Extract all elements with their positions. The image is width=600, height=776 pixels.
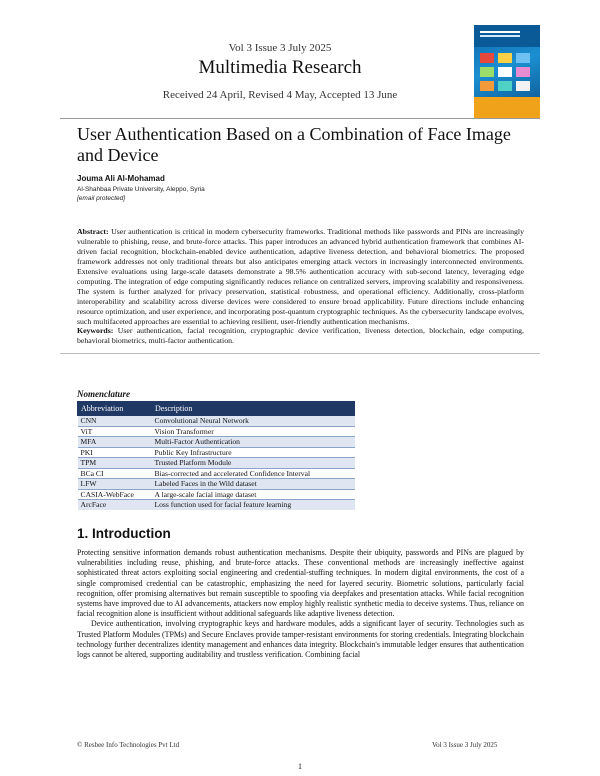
keywords-label: Keywords: xyxy=(77,326,114,335)
abbr-cell: TPM xyxy=(78,458,152,469)
column-header-description: Description xyxy=(152,402,355,416)
paragraph: Device authentication, involving cryptographic keys and hardware modules, adds a significant layer of security. Technologies such as Trusted Platform Modules (TPMs) and Secure Enclaves provide tamper-resistant environments for storing credentials. Integrating blockchain technology further decentralizes identity management and enhances data integrity. Blockchain's immutable ledger ensures that authentication logs cannot be altered, supporting auditability and trustless verification. Combining facial xyxy=(77,619,524,660)
journal-name: Multimedia Research xyxy=(198,57,362,78)
footer-issue: Vol 3 Issue 3 July 2025 xyxy=(432,741,498,749)
author-name: Jouma Ali Al-Mohamad xyxy=(77,174,165,183)
header-divider xyxy=(60,118,540,119)
affiliation-text: Al-Shahbaa Private University, Aleppo, Syria xyxy=(77,186,205,193)
table-row xyxy=(78,416,355,427)
table-row xyxy=(78,458,355,469)
author-email[interactable]: [email protected] xyxy=(77,195,126,202)
table-row xyxy=(78,500,355,510)
abbr-cell: ArcFace xyxy=(78,500,152,510)
journal-cover-image xyxy=(474,25,540,118)
desc-cell: Trusted Platform Module xyxy=(152,458,355,469)
footer-copyright: © Resbee Info Technologies Pvt Ltd xyxy=(77,741,180,749)
table-row xyxy=(78,437,355,448)
table-row xyxy=(78,447,355,458)
table-row xyxy=(78,489,355,500)
abbr-cell: LFW xyxy=(78,479,152,490)
abbr-cell: CNN xyxy=(78,416,152,427)
desc-cell: Loss function used for facial feature learning xyxy=(152,500,355,510)
abbr-cell: PKI xyxy=(78,447,152,458)
paragraph: Protecting sensitive information demands robust authentication mechanisms. Despite their ubiquity, passwords and PINs are plagued by vulnerabilities including reuse, phishing, and brute-force attacks. These conventional methods are increasingly ineffective against sophisticated threat actors exploiting social engineering and credential-stuffing techniques. In modern digital environments, the cost of a single compromised credential can be catastrophic, emphasizing the need for layered security. Biometric solutions, particularly facial recognition, offer promising alternatives but remain susceptible to spoofing via deepfakes and presentation attacks. While facial recognition systems have improved due to AI advancements, attackers now employ highly realistic synthetic media to deceive systems. Thus, reliance on facial recognition alone is insufficient without additional safeguards like adaptive liveness detection. xyxy=(77,548,524,619)
section-heading-introduction: 1. Introduction xyxy=(77,526,171,541)
journal-dates: Received 24 April, Revised 4 May, Accepted 13 June xyxy=(162,89,398,101)
abstract xyxy=(77,227,524,327)
table-row xyxy=(78,426,355,437)
abstract-text: User authentication is critical in modern cybersecurity frameworks. Traditional methods like passwords and PINs are increasingly vulnerable to phishing, reuse, and brute-force attacks. This paper introduces an advanced hybrid authentication framework that combines AI-driven facial recognition, blockchain-enabled device authentication, adaptive liveness detection, and behavioral biometrics. The proposed framework addresses not only traditional threats but also anticipates emerging attack vectors in increasingly interconnected environments. Extensive evaluations using large-scale datasets demonstrate a 98.5% authentication accuracy with sub-second latency, leveraging edge computing. The integration of edge computing significantly reduces reliance on centralized servers, improving scalability and responsiveness. The system is further analyzed for privacy preservation, statistical robustness, and operational efficiency. Additionally, cross-platform interoperability and scalability across diverse devices were considered to ensure broad applicability. Future directions include enhancing resource optimization, and user experience, and incorporating post-quantum cryptographic techniques. As the cybersecurity landscape evolves, such multifaceted approaches are essential to achieving resilient, user-friendly authentication mechanisms. xyxy=(77,227,524,326)
desc-cell: Multi-Factor Authentication xyxy=(152,437,355,448)
table-row xyxy=(78,479,355,490)
desc-cell: Public Key Infrastructure xyxy=(152,447,355,458)
paper-title: User Authentication Based on a Combination of Face Image and Device xyxy=(77,124,511,165)
desc-cell: Vision Transformer xyxy=(152,426,355,437)
section-divider xyxy=(60,353,540,354)
nomenclature-table xyxy=(77,401,355,510)
nomenclature-title: Nomenclature xyxy=(77,389,130,399)
table-row xyxy=(78,468,355,479)
abbr-cell: ViT xyxy=(78,426,152,437)
abbr-cell: BCa CI xyxy=(78,468,152,479)
abbr-cell: MFA xyxy=(78,437,152,448)
desc-cell: Labeled Faces in the Wild dataset xyxy=(152,479,355,490)
page-number: 1 xyxy=(298,762,302,771)
abbr-cell: CASIA-WebFace xyxy=(78,489,152,500)
introduction-body xyxy=(77,548,524,660)
journal-issue: Vol 3 Issue 3 July 2025 xyxy=(228,42,332,54)
keywords xyxy=(77,326,524,346)
desc-cell: Convolutional Neural Network xyxy=(152,416,355,427)
desc-cell: A large-scale facial image dataset xyxy=(152,489,355,500)
abstract-label: Abstract: xyxy=(77,227,109,236)
table-header-row xyxy=(78,402,355,416)
desc-cell: Bias-corrected and accelerated Confidence Interval xyxy=(152,468,355,479)
keywords-text: User authentication, facial recognition, cryptographic device verification, liveness detection, blockchain, edge computing, behavioral biometrics, multi-factor authentication. xyxy=(77,326,524,345)
author-affiliation xyxy=(77,185,205,203)
column-header-abbreviation: Abbreviation xyxy=(78,402,152,416)
